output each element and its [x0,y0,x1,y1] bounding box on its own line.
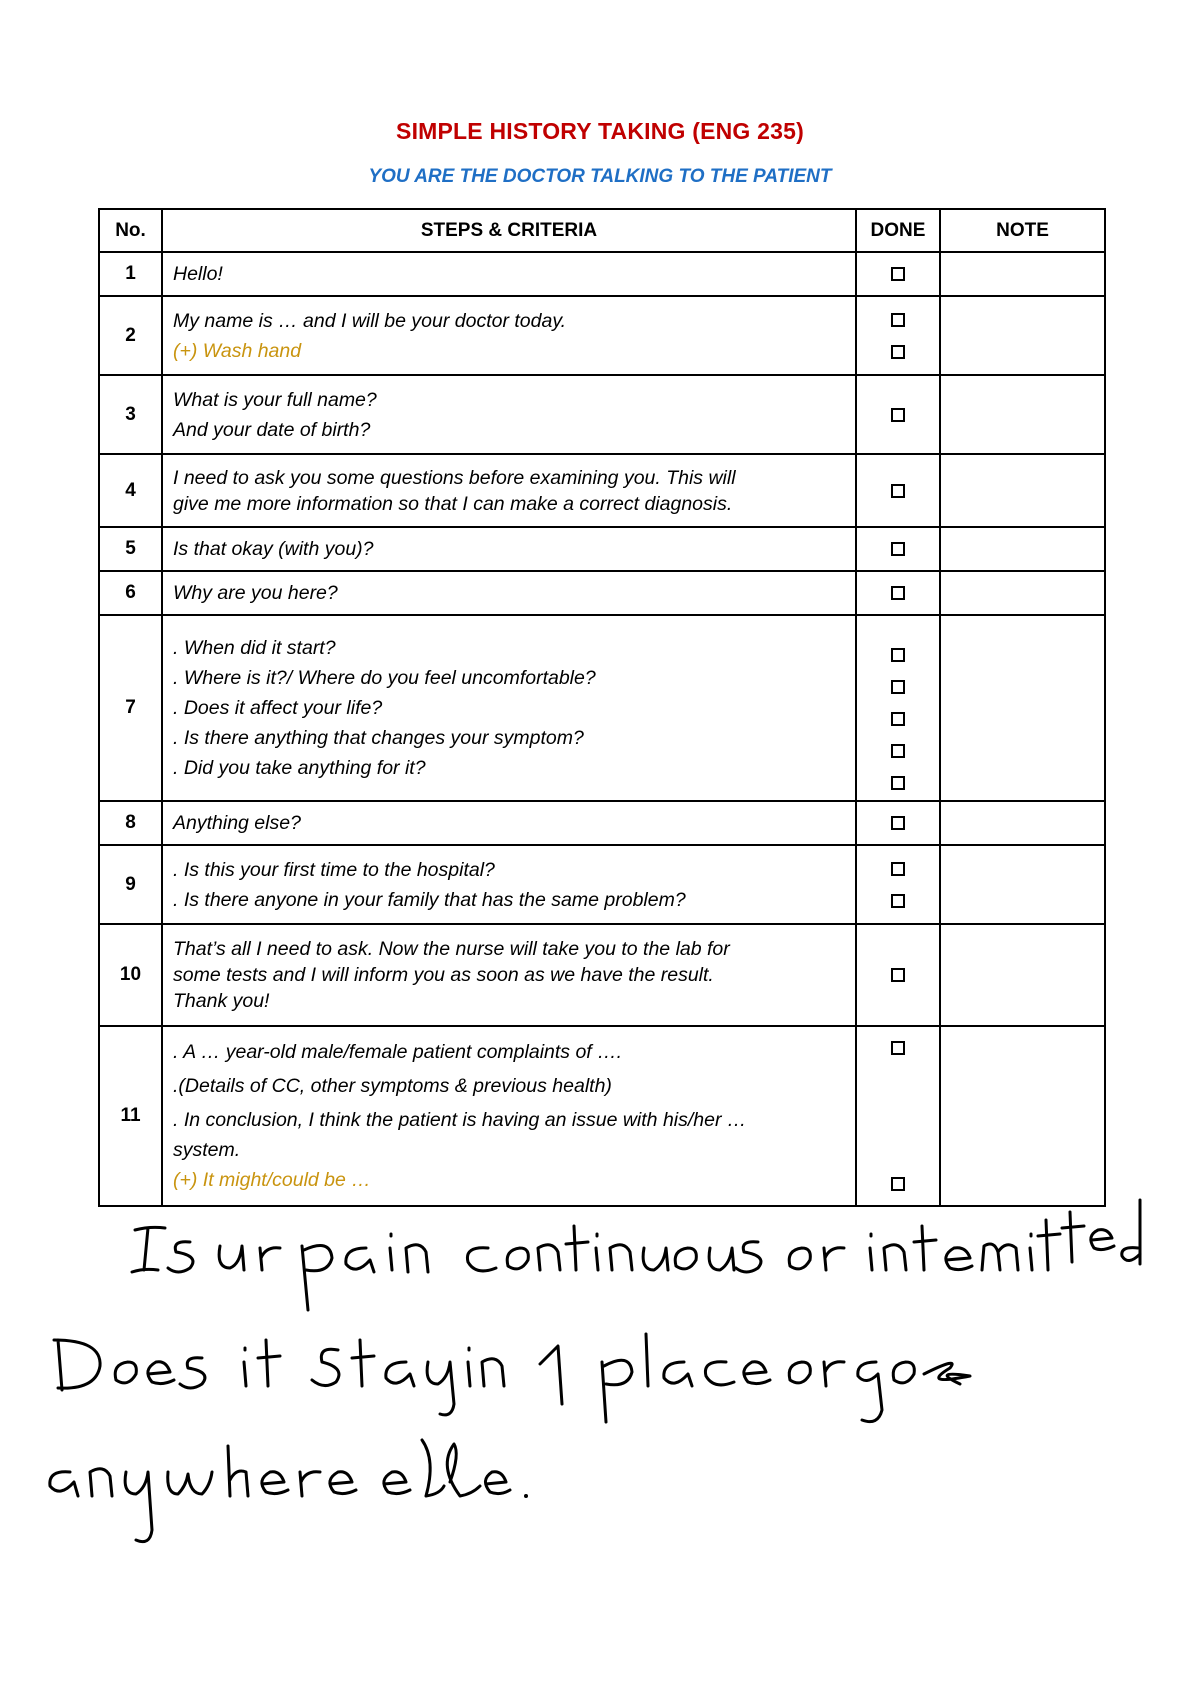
handwriting-stroke [262,1472,288,1494]
criteria-line: Thank you! [173,990,270,1012]
handwriting-stroke [566,1226,588,1270]
criteria-extra-line: (+) Wash hand [173,339,302,362]
header-no: No. [99,209,162,252]
handwritten-note [40,1190,1160,1550]
done-checkbox[interactable] [891,744,905,758]
criteria-line: . In conclusion, I think the patient is having an issue with his/her … [173,1109,747,1131]
criteria-line: That’s all I need to ask. Now the nurse will take you to the lab for [173,938,730,960]
header-steps-criteria: STEPS & CRITERIA [162,209,856,252]
handwriting-stroke [168,1472,212,1494]
done-cell [856,1026,940,1206]
handwriting-stroke [346,1248,374,1272]
criteria-line: And your date of birth? [173,418,371,441]
table-row [99,1026,1105,1206]
criteria-line: some tests and I will inform you as soon as we have the result. [173,964,714,986]
handwriting-stroke [180,1358,205,1388]
handwriting-stroke [468,1348,470,1386]
done-cell [856,375,940,454]
handwriting-stroke [482,1359,504,1386]
handwriting-stroke [427,1362,454,1415]
handwriting-stroke [386,1362,414,1386]
handwriting-stroke [736,1242,761,1272]
table-row [99,571,1105,615]
criteria-cell [162,375,856,454]
done-checkbox[interactable] [891,1041,905,1055]
criteria-cell [162,615,856,801]
table-row [99,527,1105,571]
handwriting-stroke [219,1246,244,1270]
handwriting-stroke [352,1340,374,1386]
done-checkbox[interactable] [891,586,905,600]
done-checkbox[interactable] [891,862,905,876]
handwriting-stroke [90,1469,112,1496]
note-cell[interactable] [940,1026,1105,1206]
handwriting-stroke [260,1248,280,1270]
header-row [99,209,1105,252]
handwriting-stroke [330,1472,356,1494]
handwriting-stroke [924,1363,970,1384]
criteria-line: .(Details of CC, other symptoms & previous health) [173,1075,612,1097]
done-checkbox[interactable] [891,542,905,556]
done-cell [856,615,940,801]
handwriting-stroke [824,1248,844,1270]
done-cell [856,845,940,924]
criteria-line: My name is … and I will be your doctor today. [173,309,567,332]
done-checkbox[interactable] [891,776,905,790]
document-title: SIMPLE HISTORY TAKING (ENG 235) [396,118,804,144]
criteria-line: Is that okay (with you)? [173,538,374,560]
handwriting-stroke [664,1362,692,1386]
table-row [99,252,1105,296]
handwriting-stroke [1038,1220,1060,1270]
handwriting-stroke [228,1446,248,1496]
criteria-cell [162,296,856,375]
criteria-line: I need to ask you some questions before examining you. This will [173,466,736,489]
done-cell [856,296,940,375]
row-number: 4 [99,454,162,527]
note-cell[interactable] [940,454,1105,527]
done-checkbox[interactable] [891,894,905,908]
criteria-cell [162,571,856,615]
handwriting-stroke [384,1472,410,1494]
note-cell[interactable] [940,571,1105,615]
handwriting-stroke [148,1362,174,1384]
handwriting-period [524,1494,528,1498]
note-cell[interactable] [940,924,1105,1026]
handwriting-stroke [115,1362,136,1383]
row-number: 8 [99,801,162,845]
criteria-line: Anything else? [173,812,301,834]
done-checkbox[interactable] [891,313,905,327]
handwriting-stroke [946,1248,972,1270]
row-number: 11 [99,1026,162,1206]
handwriting-stroke [447,1444,480,1496]
handwriting-stroke [422,1440,444,1496]
done-checkbox[interactable] [891,484,905,498]
handwriting-stroke [675,1248,696,1269]
handwriting-stroke [132,1227,165,1272]
row-number: 6 [99,571,162,615]
handwriting-stroke [858,1362,882,1422]
document-subtitle: YOU ARE THE DOCTOR TALKING TO THE PATIENT [368,166,832,187]
criteria-cell [162,845,856,924]
criteria-extra-line: (+) It might/could be … [173,1169,371,1191]
header-done: DONE [856,209,940,252]
handwriting-stroke [709,1248,734,1270]
handwriting-stroke [643,1248,668,1270]
row-number: 1 [99,252,162,296]
row-number: 3 [99,375,162,454]
criteria-line: . Is there anyone in your family that has the same problem? [173,888,686,911]
handwriting-stroke [538,1245,560,1270]
note-cell[interactable] [940,801,1105,845]
done-checkbox[interactable] [891,968,905,982]
handwriting-stroke [646,1334,648,1386]
handwriting-stroke [705,1362,734,1385]
table-row [99,375,1105,454]
criteria-cell [162,454,856,527]
handwriting-stroke [300,1472,320,1496]
done-checkbox[interactable] [891,345,905,359]
handwriting-stroke [312,1349,339,1385]
done-cell [856,801,940,845]
done-checkbox[interactable] [891,408,905,422]
handwriting-stroke [1062,1212,1084,1262]
criteria-line: . A … year-old male/female patient complaints of …. [173,1041,623,1063]
done-checkbox[interactable] [891,267,905,281]
done-checkbox[interactable] [891,648,905,662]
handwriting-stroke [540,1346,562,1404]
row-number: 10 [99,924,162,1026]
handwriting-stroke [302,1246,332,1311]
note-cell[interactable] [940,252,1105,296]
handwriting-stroke [244,1348,246,1386]
handwriting-stroke [884,1245,906,1270]
note-cell[interactable] [940,615,1105,801]
handwriting-stroke [870,1234,872,1270]
table-row [99,296,1105,375]
row-number: 9 [99,845,162,924]
done-cell [856,527,940,571]
criteria-line: system. [173,1139,241,1161]
criteria-cell [162,527,856,571]
table-row [99,924,1105,1026]
criteria-cell [162,801,856,845]
table-row [99,454,1105,527]
handwriting-stroke [168,1242,193,1272]
checklist-table [98,208,1106,1207]
done-cell [856,454,940,527]
handwriting-stroke [467,1248,496,1271]
handwriting-stroke [789,1362,810,1383]
done-checkbox[interactable] [891,1177,905,1191]
handwriting-stroke [50,1472,78,1496]
handwriting-stroke [602,1360,632,1422]
note-cell[interactable] [940,296,1105,375]
note-cell[interactable] [940,845,1105,924]
criteria-line: What is your full name? [173,388,377,411]
row-number: 2 [99,296,162,375]
handwriting-stroke [914,1226,936,1270]
criteria-cell [162,924,856,1026]
done-checkbox[interactable] [891,680,905,694]
handwriting-stroke [1091,1230,1114,1250]
handwriting-stroke [54,1340,100,1390]
criteria-line: . Is this your first time to the hospital? [173,858,495,881]
handwriting-stroke [982,1244,1018,1270]
table-row [99,845,1105,924]
criteria-line: Hello! [173,263,223,285]
handwriting-stroke [893,1362,914,1383]
criteria-line: give me more information so that I can make a correct diagnosis. [173,492,733,515]
handwriting-stroke [596,1234,598,1270]
done-cell [856,252,940,296]
done-checkbox[interactable] [891,816,905,830]
row-number: 7 [99,615,162,801]
handwriting-stroke [390,1234,392,1270]
note-cell[interactable] [940,527,1105,571]
handwriting-stroke [824,1362,844,1386]
handwriting-stroke [258,1340,280,1386]
criteria-line: . When did it start? [173,637,336,659]
handwriting-stroke [485,1472,510,1494]
note-cell[interactable] [940,375,1105,454]
criteria-line: . Where is it?/ Where do you feel uncomfortable? [173,667,596,689]
done-cell [856,924,940,1026]
header-note: NOTE [940,209,1105,252]
criteria-line: . Is there anything that changes your symptom? [173,727,584,749]
criteria-cell [162,1026,856,1206]
done-cell [856,571,940,615]
handwriting-stroke [789,1248,810,1269]
handwriting-stroke [610,1245,632,1270]
criteria-line: . Does it affect your life? [173,697,383,719]
handwriting-stroke [507,1248,528,1269]
criteria-cell [162,252,856,296]
done-checkbox[interactable] [891,712,905,726]
criteria-line: . Did you take anything for it? [173,757,426,779]
criteria-line: Why are you here? [173,582,338,604]
handwriting-stroke [1122,1200,1140,1264]
handwriting-stroke [1030,1234,1032,1270]
table-row [99,615,1105,801]
handwriting-stroke [406,1245,428,1272]
row-number: 5 [99,527,162,571]
table-row [99,801,1105,845]
handwriting-stroke [125,1472,152,1542]
handwriting-stroke [744,1362,770,1384]
